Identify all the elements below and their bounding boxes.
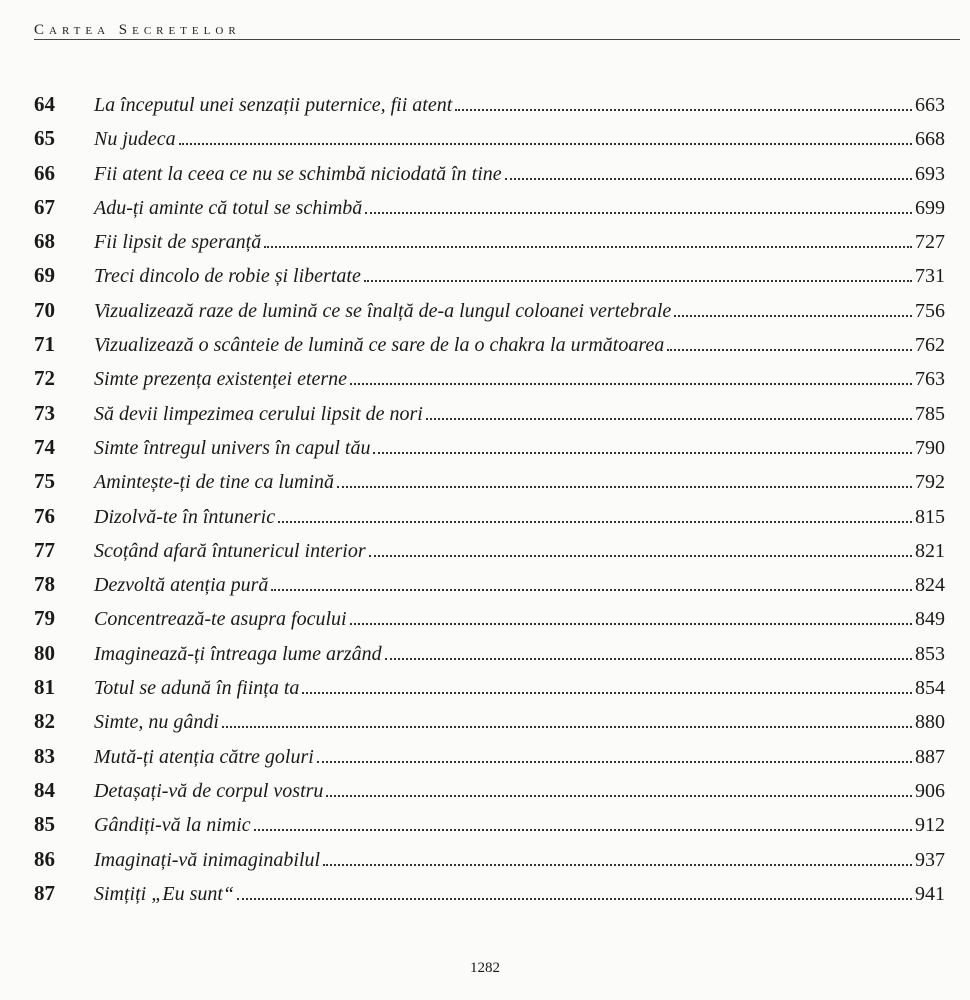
table-of-contents [34, 92, 945, 915]
toc-entry [34, 435, 945, 469]
entry-page: 906 [915, 779, 945, 802]
entry-title: Scoțând afară întunericul interior [94, 539, 366, 562]
entry-title: Treci dincolo de robie și libertate [94, 265, 361, 288]
entry-title: Dezvoltă atenția pură [94, 574, 269, 597]
entry-number: 79 [34, 606, 55, 631]
header-rule [34, 39, 960, 40]
dot-leader [350, 383, 912, 385]
entry-number: 78 [34, 572, 55, 597]
entry-page: 763 [915, 368, 945, 391]
entry-number: 76 [34, 503, 55, 528]
entry-title: Simte întregul univers în capul tău [94, 436, 371, 459]
entry-number: 86 [34, 846, 55, 871]
entry-page: 756 [915, 299, 945, 322]
dot-leader [278, 521, 912, 523]
entry-title: Fii atent la ceea ce nu se schimbă niciodată în tine [94, 162, 502, 185]
entry-title: La începutul unei senzații puternice, fii atent [94, 94, 453, 116]
entry-number: 77 [34, 537, 55, 562]
toc-entry [34, 606, 945, 640]
entry-title: Vizualizează o scânteie de lumină ce sare de la o chakra la următoarea [94, 334, 665, 357]
entry-title: Concentrează-te asupra focului [94, 608, 347, 631]
entry-number: 64 [34, 92, 55, 116]
dot-leader [317, 761, 912, 763]
dot-leader [365, 212, 912, 214]
entry-number: 70 [34, 297, 55, 322]
book-title: Cartea Secretelor [34, 22, 241, 38]
dot-leader [237, 898, 912, 900]
dot-leader [323, 864, 912, 866]
entry-page: 937 [915, 848, 945, 871]
entry-page: 663 [915, 94, 945, 116]
entry-number: 73 [34, 400, 55, 425]
dot-leader [254, 829, 912, 831]
entry-page: 693 [915, 162, 945, 185]
toc-entry [34, 778, 945, 812]
entry-number: 83 [34, 743, 55, 768]
dot-leader [373, 452, 912, 454]
entry-number: 65 [34, 126, 55, 151]
toc-entry [34, 538, 945, 572]
toc-entry [34, 229, 945, 263]
entry-title: Fii lipsit de speranță [94, 231, 262, 254]
entry-title: Vizualizează raze de lumină ce se înalță de-a lungul coloanei vertebrale [94, 299, 672, 322]
toc-entry [34, 709, 945, 743]
toc-entry [34, 744, 945, 778]
entry-page: 785 [915, 402, 945, 425]
entry-number: 69 [34, 263, 55, 288]
toc-entry [34, 195, 945, 229]
entry-page: 790 [915, 436, 945, 459]
toc-entry [34, 469, 945, 503]
entry-page: 821 [915, 539, 945, 562]
entry-page: 727 [915, 231, 945, 254]
entry-title: Dizolvă-te în întuneric [94, 505, 276, 528]
toc-entry [34, 881, 945, 915]
dot-leader [364, 280, 912, 282]
entry-page: 792 [915, 471, 945, 494]
entry-title: Simte, nu gândi [94, 711, 219, 734]
entry-number: 85 [34, 812, 55, 837]
entry-title: Simte prezența existenței eterne [94, 368, 348, 391]
toc-entry [34, 401, 945, 435]
entry-number: 84 [34, 777, 55, 802]
entry-title: Totul se adună în ființa ta [94, 677, 300, 700]
dot-leader [674, 315, 912, 317]
entry-title: Să devii limpezimea cerului lipsit de nori [94, 402, 423, 425]
dot-leader [426, 418, 912, 420]
entry-page: 815 [915, 505, 945, 528]
entry-page: 941 [915, 882, 945, 905]
entry-page: 762 [915, 334, 945, 357]
toc-entry [34, 675, 945, 709]
entry-title: Mută-ți atenția către goluri [94, 745, 314, 768]
toc-entry [34, 263, 945, 297]
entry-page: 731 [915, 265, 945, 288]
entry-page: 853 [915, 642, 945, 665]
dot-leader [302, 692, 912, 694]
dot-leader [326, 795, 912, 797]
dot-leader [385, 658, 912, 660]
entry-number: 81 [34, 675, 55, 700]
toc-entry [34, 366, 945, 400]
dot-leader [264, 246, 912, 248]
toc-entry [34, 504, 945, 538]
entry-title: Detașați-vă de corpul vostru [94, 779, 324, 802]
page-number: 1282 [470, 960, 500, 976]
entry-page: 887 [915, 745, 945, 768]
dot-leader [455, 109, 912, 111]
entry-number: 87 [34, 880, 55, 905]
entry-page: 880 [915, 711, 945, 734]
entry-page: 824 [915, 574, 945, 597]
entry-number: 66 [34, 160, 55, 185]
toc-entry [34, 812, 945, 846]
entry-number: 80 [34, 640, 55, 665]
toc-entry [34, 332, 945, 366]
dot-leader [505, 178, 912, 180]
entry-title: Imaginați-vă inimaginabilul [94, 848, 321, 871]
entry-page: 912 [915, 814, 945, 837]
toc-entry [34, 161, 945, 195]
dot-leader [222, 726, 912, 728]
toc-entry [34, 641, 945, 675]
entry-page: 668 [915, 128, 945, 151]
entry-number: 67 [34, 194, 55, 219]
dot-leader [271, 589, 912, 591]
entry-number: 75 [34, 469, 55, 494]
entry-title: Imaginează-ți întreaga lume arzând [94, 642, 382, 665]
entry-title: Gândiți-vă la nimic [94, 814, 251, 837]
entry-title: Nu judeca [94, 128, 176, 151]
entry-title: Simțiți „Eu sunt“ [94, 882, 235, 905]
dot-leader [369, 555, 912, 557]
dot-leader [667, 349, 912, 351]
entry-page: 699 [915, 196, 945, 219]
toc-entry [34, 126, 945, 160]
toc-entry [34, 847, 945, 881]
entry-number: 74 [34, 434, 55, 459]
dot-leader [179, 143, 912, 145]
entry-page: 849 [915, 608, 945, 631]
entry-number: 68 [34, 229, 55, 254]
entry-number: 82 [34, 709, 55, 734]
entry-page: 854 [915, 677, 945, 700]
toc-entry [34, 572, 945, 606]
entry-title: Amintește-ți de tine ca lumină [94, 471, 334, 494]
entry-number: 71 [34, 332, 55, 357]
toc-entry [34, 92, 945, 126]
entry-title: Adu-ți aminte că totul se schimbă [94, 196, 363, 219]
toc-entry [34, 298, 945, 332]
entry-number: 72 [34, 366, 55, 391]
running-header [34, 18, 960, 40]
dot-leader [337, 486, 912, 488]
dot-leader [350, 623, 912, 625]
